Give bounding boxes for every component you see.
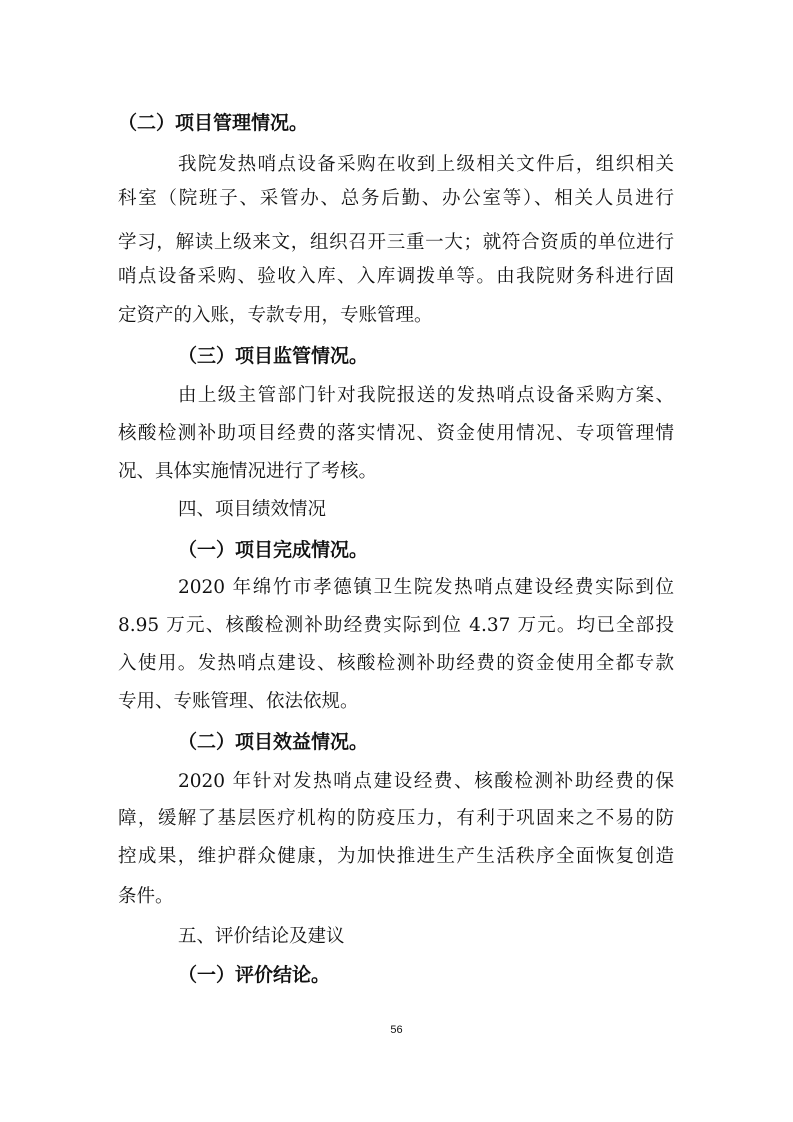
- paragraph-line: 我院发热哨点设备采购在收到上级相关文件后，组织相关: [178, 154, 674, 175]
- paragraph-line: 2020 年针对发热哨点建设经费、核酸检测补助经费的保: [178, 771, 674, 792]
- paragraph-line: 2020 年绵竹市孝德镇卫生院发热哨点建设经费实际到位: [178, 577, 674, 598]
- paragraph-line: 学习，解读上级来文，组织召开三重一大；就符合资质的单位进行: [118, 232, 674, 253]
- heading-project-supervision: （三）项目监管情况。: [178, 345, 369, 367]
- paragraph-line: 况、具体实施情况进行了考核。: [118, 461, 378, 482]
- paragraph-line: 由上级主管部门针对我院报送的发热哨点设备采购方案、: [178, 385, 674, 406]
- paragraph-line: 8.95 万元、核酸检测补助经费实际到位 4.37 万元。均已全部投: [118, 615, 674, 636]
- paragraph-line: 障，缓解了基层医疗机构的防疫压力，有利于巩固来之不易的防: [118, 808, 674, 829]
- page-number: 56: [390, 1024, 403, 1036]
- paragraph-line: 控成果，维护群众健康，为加快推进生产生活秩序全面恢复创造: [118, 846, 674, 867]
- paragraph-line: 入使用。发热哨点建设、核酸检测补助经费的资金使用全都专款: [118, 653, 674, 674]
- paragraph-line: 条件。: [118, 886, 174, 907]
- paragraph-line: 科室（院班子、采管办、总务后勤、办公室等）、相关人员进行: [118, 188, 674, 209]
- heading-evaluation-conclusion: （一）评价结论。: [178, 964, 331, 986]
- paragraph-line: 专用、专账管理、依法依规。: [118, 691, 359, 712]
- heading-project-completion: （一）项目完成情况。: [178, 539, 369, 561]
- heading-project-benefit: （二）项目效益情况。: [178, 731, 369, 753]
- heading-project-management: （二）项目管理情况。: [118, 112, 309, 134]
- paragraph-line: 定资产的入账，专款专用，专账管理。: [118, 305, 433, 326]
- section-heading-five: 五、评价结论及建议: [178, 926, 345, 947]
- section-heading-four: 四、项目绩效情况: [178, 499, 327, 520]
- paragraph-line: 哨点设备采购、验收入库、入库调拨单等。由我院财务科进行固: [118, 266, 674, 287]
- paragraph-line: 核酸检测补助项目经费的落实情况、资金使用情况、专项管理情: [118, 423, 674, 444]
